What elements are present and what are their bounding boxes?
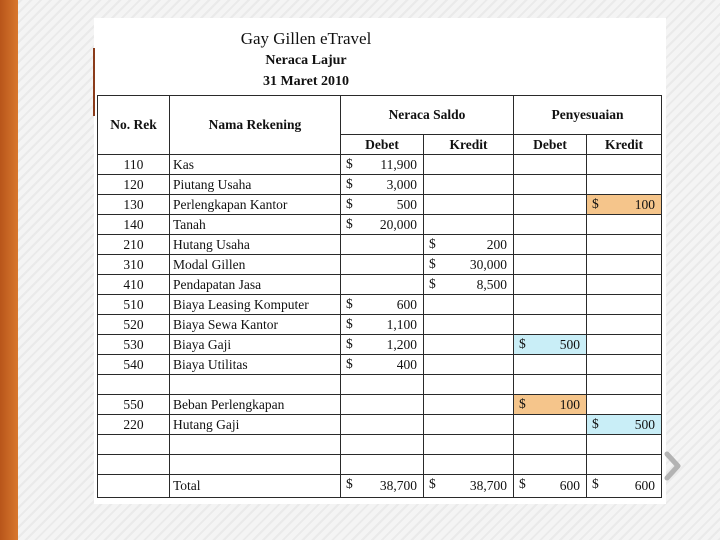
account-number: 520 [98,315,170,335]
amount-ns-debet [341,375,424,395]
amount-pn-debet [514,415,587,435]
amount-ns-kredit [424,455,514,475]
amount-ns-kredit: $ 8,500 [424,275,514,295]
amount-pn-kredit [587,315,662,335]
report-title: Neraca Lajur [265,53,347,68]
account-name: Biaya Sewa Kantor [170,315,341,335]
table-row [98,335,662,355]
amount-pn-kredit [587,255,662,275]
amount-ns-debet: $ 11,900 [341,155,424,175]
amount-pn-debet: $ 500 [514,335,587,355]
account-number [98,375,170,395]
account-number: 220 [98,415,170,435]
amount-ns-debet [341,435,424,455]
account-number: 140 [98,215,170,235]
account-name: Beban Perlengkapan [170,395,341,415]
chevron-right-icon[interactable] [663,450,683,482]
amount-ns-kredit [424,175,514,195]
amount-pn-kredit [587,155,662,175]
amount-pn-debet [514,255,587,275]
amount-pn-debet: $ 100 [514,395,587,415]
amount-ns-kredit [424,215,514,235]
amount-ns-kredit [424,415,514,435]
account-name: Pendapatan Jasa [170,275,341,295]
total-ns-debet: $ 38,700 [341,475,424,498]
table-row [98,375,662,395]
company-name: Gay Gillen eTravel [240,29,372,48]
report-date: 31 Maret 2010 [262,74,350,89]
amount-pn-debet [514,235,587,255]
amount-ns-debet: $ 1,200 [341,335,424,355]
table-row [98,435,662,455]
account-name: Hutang Usaha [170,235,341,255]
amount-pn-kredit [587,275,662,295]
account-name: Hutang Gaji [170,415,341,435]
amount-pn-kredit [587,435,662,455]
amount-ns-debet: $ 20,000 [341,215,424,235]
table-row [98,355,662,375]
amount-pn-debet [514,275,587,295]
amount-ns-kredit [424,315,514,335]
amount-pn-debet [514,355,587,375]
amount-pn-kredit [587,215,662,235]
amount-ns-debet [341,415,424,435]
table-row [98,275,662,295]
account-number: 510 [98,295,170,315]
account-name: Piutang Usaha [170,175,341,195]
amount-ns-kredit [424,375,514,395]
table-row [98,235,662,255]
worksheet-table [97,95,662,498]
total-ns-kredit: $ 38,700 [424,475,514,498]
account-name: Biaya Utilitas [170,355,341,375]
amount-ns-debet: $ 1,100 [341,315,424,335]
account-name: Modal Gillen [170,255,341,275]
amount-ns-kredit [424,335,514,355]
col-group-penyesuaian: Penyesuaian [514,96,662,135]
amount-pn-kredit [587,235,662,255]
table-row [98,395,662,415]
account-number: 530 [98,335,170,355]
account-name: Kas [170,155,341,175]
total-pn-debet: $ 600 [514,475,587,498]
account-name [170,455,341,475]
left-accent-stripe [0,0,18,540]
amount-ns-debet: $ 600 [341,295,424,315]
amount-pn-kredit [587,355,662,375]
amount-pn-debet [514,155,587,175]
table-row [98,415,662,435]
total-pn-kredit: $ 600 [587,475,662,498]
amount-pn-kredit: $ 100 [587,195,662,215]
account-number: 410 [98,275,170,295]
amount-ns-debet: $ 500 [341,195,424,215]
col-header-nama-rekening: Nama Rekening [170,96,341,155]
amount-pn-kredit [587,455,662,475]
amount-pn-debet [514,295,587,315]
account-number: 210 [98,235,170,255]
account-name: Biaya Gaji [170,335,341,355]
amount-ns-debet [341,455,424,475]
table-row [98,255,662,275]
amount-ns-debet [341,275,424,295]
account-number: 120 [98,175,170,195]
account-name: Tanah [170,215,341,235]
amount-ns-kredit [424,355,514,375]
amount-pn-debet [514,315,587,335]
table-row [98,315,662,335]
account-number: 550 [98,395,170,415]
amount-ns-debet [341,235,424,255]
table-row [98,195,662,215]
account-number: 130 [98,195,170,215]
col-header-ns-debet: Debet [341,135,424,155]
amount-ns-kredit [424,295,514,315]
amount-ns-kredit: $ 200 [424,235,514,255]
account-name [170,375,341,395]
report-header [94,28,518,92]
col-header-ns-kredit: Kredit [424,135,514,155]
amount-ns-debet [341,255,424,275]
amount-pn-kredit [587,375,662,395]
amount-pn-kredit [587,395,662,415]
amount-pn-debet [514,375,587,395]
amount-ns-kredit [424,435,514,455]
amount-ns-kredit [424,395,514,415]
account-name: Biaya Leasing Komputer [170,295,341,315]
account-number: 310 [98,255,170,275]
account-number [98,435,170,455]
worksheet-body [98,155,662,475]
account-number: 540 [98,355,170,375]
amount-ns-debet: $ 3,000 [341,175,424,195]
account-number [98,455,170,475]
amount-ns-debet [341,395,424,415]
col-header-no-rek: No. Rek [98,96,170,155]
total-label: Total [170,475,341,498]
amount-ns-kredit [424,195,514,215]
amount-pn-debet [514,435,587,455]
amount-ns-kredit [424,155,514,175]
amount-pn-kredit [587,335,662,355]
table-row [98,295,662,315]
amount-ns-kredit: $ 30,000 [424,255,514,275]
amount-pn-kredit [587,295,662,315]
account-name: Perlengkapan Kantor [170,195,341,215]
total-no-cell [98,475,170,498]
amount-pn-debet [514,195,587,215]
amount-pn-debet [514,455,587,475]
table-row [98,155,662,175]
amount-pn-kredit: $ 500 [587,415,662,435]
amount-pn-kredit [587,175,662,195]
table-row [98,455,662,475]
col-group-neraca-saldo: Neraca Saldo [341,96,514,135]
table-row [98,175,662,195]
amount-pn-debet [514,215,587,235]
account-number: 110 [98,155,170,175]
col-header-pn-kredit: Kredit [587,135,662,155]
amount-ns-debet: $ 400 [341,355,424,375]
amount-pn-debet [514,175,587,195]
table-row [98,215,662,235]
col-header-pn-debet: Debet [514,135,587,155]
account-name [170,435,341,455]
total-row [98,475,662,498]
